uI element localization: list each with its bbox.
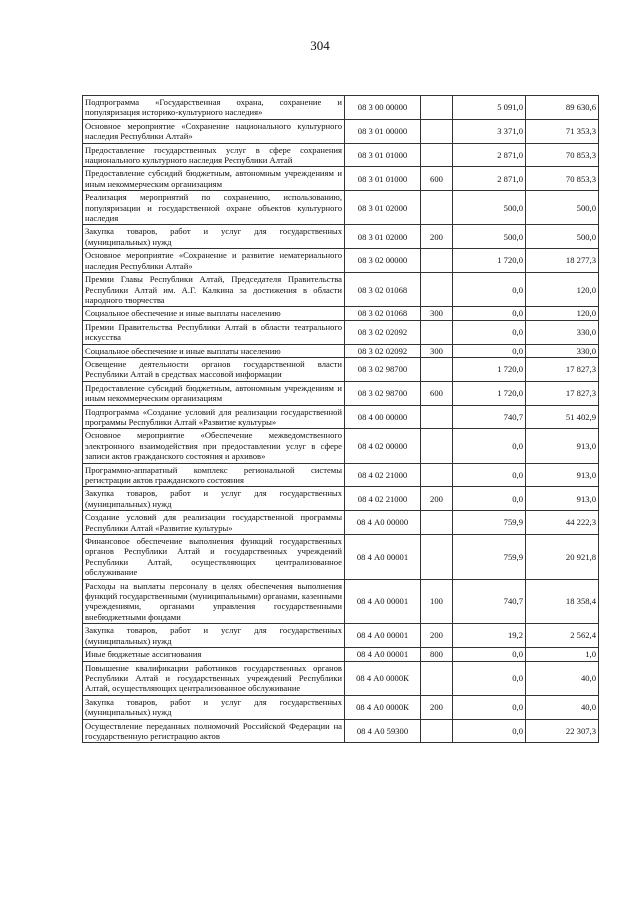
- row-name-cell: Подпрограмма «Создание условий для реализации государственной программы Республики Алтай «Развитие культуры»: [83, 405, 345, 429]
- row-amount-2-cell: 40,0: [526, 695, 599, 719]
- row-amount-2-cell: 330,0: [526, 344, 599, 357]
- row-expense-type-cell: 300: [421, 307, 453, 320]
- row-amount-2-cell: 70 853,3: [526, 143, 599, 167]
- row-name-cell: Основное мероприятие «Сохранение национального культурного наследия Республики Алтай»: [83, 119, 345, 143]
- row-name-cell: Социальное обеспечение и иные выплаты населению: [83, 344, 345, 357]
- row-amount-1-cell: 0,0: [453, 719, 526, 743]
- row-name-cell: Закупка товаров, работ и услуг для государственных (муниципальных) нужд: [83, 487, 345, 511]
- table-row: [83, 273, 599, 307]
- row-code-cell: 08 3 02 02092: [345, 344, 421, 357]
- row-name-cell: Закупка товаров, работ и услуг для государственных (муниципальных) нужд: [83, 624, 345, 648]
- row-name-cell: Основное мероприятие «Сохранение и развитие нематериального наследия Республики Алтай»: [83, 249, 345, 273]
- row-name-cell: Программно-аппаратный комплекс региональной системы регистрации актов гражданского состояния: [83, 463, 345, 487]
- row-code-cell: 08 4 А0 00001: [345, 624, 421, 648]
- row-code-cell: 08 4 02 21000: [345, 487, 421, 511]
- row-expense-type-cell: 100: [421, 579, 453, 624]
- row-expense-type-cell: [421, 511, 453, 535]
- row-amount-2-cell: 18 277,3: [526, 249, 599, 273]
- row-amount-2-cell: 18 358,4: [526, 579, 599, 624]
- table-row: [83, 96, 599, 120]
- row-name-cell: Закупка товаров, работ и услуг для государственных (муниципальных) нужд: [83, 225, 345, 249]
- row-amount-2-cell: 17 827,3: [526, 381, 599, 405]
- row-expense-type-cell: [421, 143, 453, 167]
- row-expense-type-cell: [421, 405, 453, 429]
- row-name-cell: Основное мероприятие «Обеспечение межведомственного электронного взаимодействия при предоставлении услуг в сфере записи актов гражданского состояния и архивов»: [83, 429, 345, 463]
- table-row: [83, 167, 599, 191]
- row-code-cell: 08 4 А0 00001: [345, 648, 421, 661]
- row-expense-type-cell: [421, 96, 453, 120]
- row-name-cell: Реализация мероприятий по сохранению, использованию, популяризации и государственной охране объектов культурного наследия: [83, 191, 345, 225]
- row-amount-2-cell: 1,0: [526, 648, 599, 661]
- row-expense-type-cell: [421, 719, 453, 743]
- row-code-cell: 08 4 00 00000: [345, 405, 421, 429]
- row-code-cell: 08 3 02 01068: [345, 273, 421, 307]
- page-number: 304: [310, 38, 330, 53]
- table-row: [83, 511, 599, 535]
- row-code-cell: 08 4 А0 00001: [345, 535, 421, 580]
- row-code-cell: 08 4 02 00000: [345, 429, 421, 463]
- row-amount-1-cell: 0,0: [453, 344, 526, 357]
- budget-table-body: [83, 96, 599, 743]
- row-amount-2-cell: 17 827,3: [526, 357, 599, 381]
- row-code-cell: 08 4 А0 00001: [345, 579, 421, 624]
- table-row: [83, 535, 599, 580]
- row-amount-2-cell: 500,0: [526, 225, 599, 249]
- row-code-cell: 08 3 01 02000: [345, 225, 421, 249]
- table-row: [83, 487, 599, 511]
- table-row: [83, 429, 599, 463]
- row-expense-type-cell: [421, 429, 453, 463]
- table-row: [83, 405, 599, 429]
- table-row: [83, 225, 599, 249]
- table-row: [83, 191, 599, 225]
- row-code-cell: 08 3 02 01068: [345, 307, 421, 320]
- row-name-cell: Социальное обеспечение и иные выплаты населению: [83, 307, 345, 320]
- row-amount-1-cell: 500,0: [453, 191, 526, 225]
- table-row: [83, 307, 599, 320]
- row-name-cell: Финансовое обеспечение выполнения функций государственных органов Республики Алтай и государственных учреждений Республики Алтай, осуществляющих централизованное обслуживание: [83, 535, 345, 580]
- row-code-cell: 08 4 А0 0000К: [345, 695, 421, 719]
- row-expense-type-cell: 200: [421, 695, 453, 719]
- row-name-cell: Повышение квалификации работников государственных органов Республики Алтай и государственных учреждений Республики Алтай, осуществляющих централизованное обслуживание: [83, 661, 345, 695]
- row-amount-2-cell: 120,0: [526, 273, 599, 307]
- row-name-cell: Освещение деятельности органов государственной власти Республики Алтай в средствах массовой информации: [83, 357, 345, 381]
- row-expense-type-cell: 300: [421, 344, 453, 357]
- row-code-cell: 08 3 01 01000: [345, 167, 421, 191]
- table-row: [83, 381, 599, 405]
- row-name-cell: Премии Правительства Республики Алтай в области театрального искусства: [83, 320, 345, 344]
- row-amount-1-cell: 0,0: [453, 429, 526, 463]
- row-amount-1-cell: 500,0: [453, 225, 526, 249]
- row-expense-type-cell: 600: [421, 167, 453, 191]
- row-amount-2-cell: 51 402,9: [526, 405, 599, 429]
- row-amount-2-cell: 20 921,8: [526, 535, 599, 580]
- row-expense-type-cell: [421, 191, 453, 225]
- row-amount-1-cell: 1 720,0: [453, 249, 526, 273]
- row-amount-1-cell: 0,0: [453, 487, 526, 511]
- table-row: [83, 344, 599, 357]
- row-expense-type-cell: 200: [421, 624, 453, 648]
- table-row: [83, 143, 599, 167]
- row-expense-type-cell: [421, 119, 453, 143]
- row-code-cell: 08 3 01 02000: [345, 191, 421, 225]
- row-amount-1-cell: 0,0: [453, 463, 526, 487]
- row-amount-2-cell: 913,0: [526, 487, 599, 511]
- row-code-cell: 08 3 02 00000: [345, 249, 421, 273]
- row-amount-1-cell: 3 371,0: [453, 119, 526, 143]
- row-name-cell: Предоставление субсидий бюджетным, автономным учреждениям и иным некоммерческим организациям: [83, 167, 345, 191]
- row-name-cell: Предоставление субсидий бюджетным, автономным учреждениям и иным некоммерческим организациям: [83, 381, 345, 405]
- row-name-cell: Премии Главы Республики Алтай, Председателя Правительства Республики Алтай им. А.Г. Калкина за достижения в области народного творчества: [83, 273, 345, 307]
- row-expense-type-cell: [421, 535, 453, 580]
- row-expense-type-cell: [421, 463, 453, 487]
- table-row: [83, 719, 599, 743]
- row-name-cell: Подпрограмма «Государственная охрана, сохранение и популяризация историко-культурного наследия»: [83, 96, 345, 120]
- row-amount-1-cell: 1 720,0: [453, 381, 526, 405]
- row-amount-1-cell: 2 871,0: [453, 143, 526, 167]
- table-row: [83, 695, 599, 719]
- row-amount-1-cell: 1 720,0: [453, 357, 526, 381]
- row-amount-2-cell: 120,0: [526, 307, 599, 320]
- row-amount-1-cell: 2 871,0: [453, 167, 526, 191]
- row-amount-1-cell: 740,7: [453, 579, 526, 624]
- row-amount-1-cell: 0,0: [453, 648, 526, 661]
- row-name-cell: Иные бюджетные ассигнования: [83, 648, 345, 661]
- table-row: [83, 463, 599, 487]
- table-row: [83, 249, 599, 273]
- row-amount-2-cell: 89 630,6: [526, 96, 599, 120]
- row-amount-1-cell: 759,9: [453, 535, 526, 580]
- row-amount-1-cell: 0,0: [453, 320, 526, 344]
- row-code-cell: 08 3 01 01000: [345, 143, 421, 167]
- row-amount-2-cell: 70 853,3: [526, 167, 599, 191]
- row-amount-1-cell: 0,0: [453, 661, 526, 695]
- row-amount-1-cell: 0,0: [453, 695, 526, 719]
- row-amount-2-cell: 2 562,4: [526, 624, 599, 648]
- row-amount-2-cell: 913,0: [526, 463, 599, 487]
- row-expense-type-cell: [421, 273, 453, 307]
- row-amount-2-cell: 22 307,3: [526, 719, 599, 743]
- row-amount-1-cell: 5 091,0: [453, 96, 526, 120]
- row-expense-type-cell: [421, 249, 453, 273]
- row-amount-1-cell: 0,0: [453, 273, 526, 307]
- row-amount-2-cell: 71 353,3: [526, 119, 599, 143]
- row-expense-type-cell: 200: [421, 487, 453, 511]
- row-amount-1-cell: 19,2: [453, 624, 526, 648]
- row-name-cell: Расходы на выплаты персоналу в целях обеспечения выполнения функций государственными (муниципальными) органами, казенными учреждениями, органами управления государственными внебюджетными фондами: [83, 579, 345, 624]
- row-code-cell: 08 4 А0 0000К: [345, 661, 421, 695]
- row-expense-type-cell: 600: [421, 381, 453, 405]
- row-code-cell: 08 3 02 98700: [345, 381, 421, 405]
- row-expense-type-cell: [421, 661, 453, 695]
- row-amount-1-cell: 759,9: [453, 511, 526, 535]
- row-name-cell: Создание условий для реализации государственной программы Республики Алтай «Развитие культуры»: [83, 511, 345, 535]
- table-row: [83, 579, 599, 624]
- row-expense-type-cell: 200: [421, 225, 453, 249]
- table-row: [83, 648, 599, 661]
- row-amount-2-cell: 330,0: [526, 320, 599, 344]
- budget-table: [82, 95, 599, 743]
- row-code-cell: 08 3 02 98700: [345, 357, 421, 381]
- table-row: [83, 357, 599, 381]
- row-amount-2-cell: 40,0: [526, 661, 599, 695]
- row-amount-2-cell: 44 222,3: [526, 511, 599, 535]
- row-expense-type-cell: 800: [421, 648, 453, 661]
- table-row: [83, 661, 599, 695]
- row-expense-type-cell: [421, 357, 453, 381]
- row-amount-2-cell: 913,0: [526, 429, 599, 463]
- row-code-cell: 08 4 А0 00000: [345, 511, 421, 535]
- table-row: [83, 624, 599, 648]
- row-code-cell: 08 3 00 00000: [345, 96, 421, 120]
- row-code-cell: 08 3 02 02092: [345, 320, 421, 344]
- row-code-cell: 08 3 01 00000: [345, 119, 421, 143]
- row-amount-1-cell: 740,7: [453, 405, 526, 429]
- row-amount-1-cell: 0,0: [453, 307, 526, 320]
- row-amount-2-cell: 500,0: [526, 191, 599, 225]
- row-code-cell: 08 4 02 21000: [345, 463, 421, 487]
- row-name-cell: Осуществление переданных полномочий Российской Федерации на государственную регистрацию актов: [83, 719, 345, 743]
- row-expense-type-cell: [421, 320, 453, 344]
- table-row: [83, 320, 599, 344]
- row-code-cell: 08 4 А0 59300: [345, 719, 421, 743]
- row-name-cell: Предоставление государственных услуг в сфере сохранения национального культурного наследия Республики Алтай: [83, 143, 345, 167]
- table-row: [83, 119, 599, 143]
- row-name-cell: Закупка товаров, работ и услуг для государственных (муниципальных) нужд: [83, 695, 345, 719]
